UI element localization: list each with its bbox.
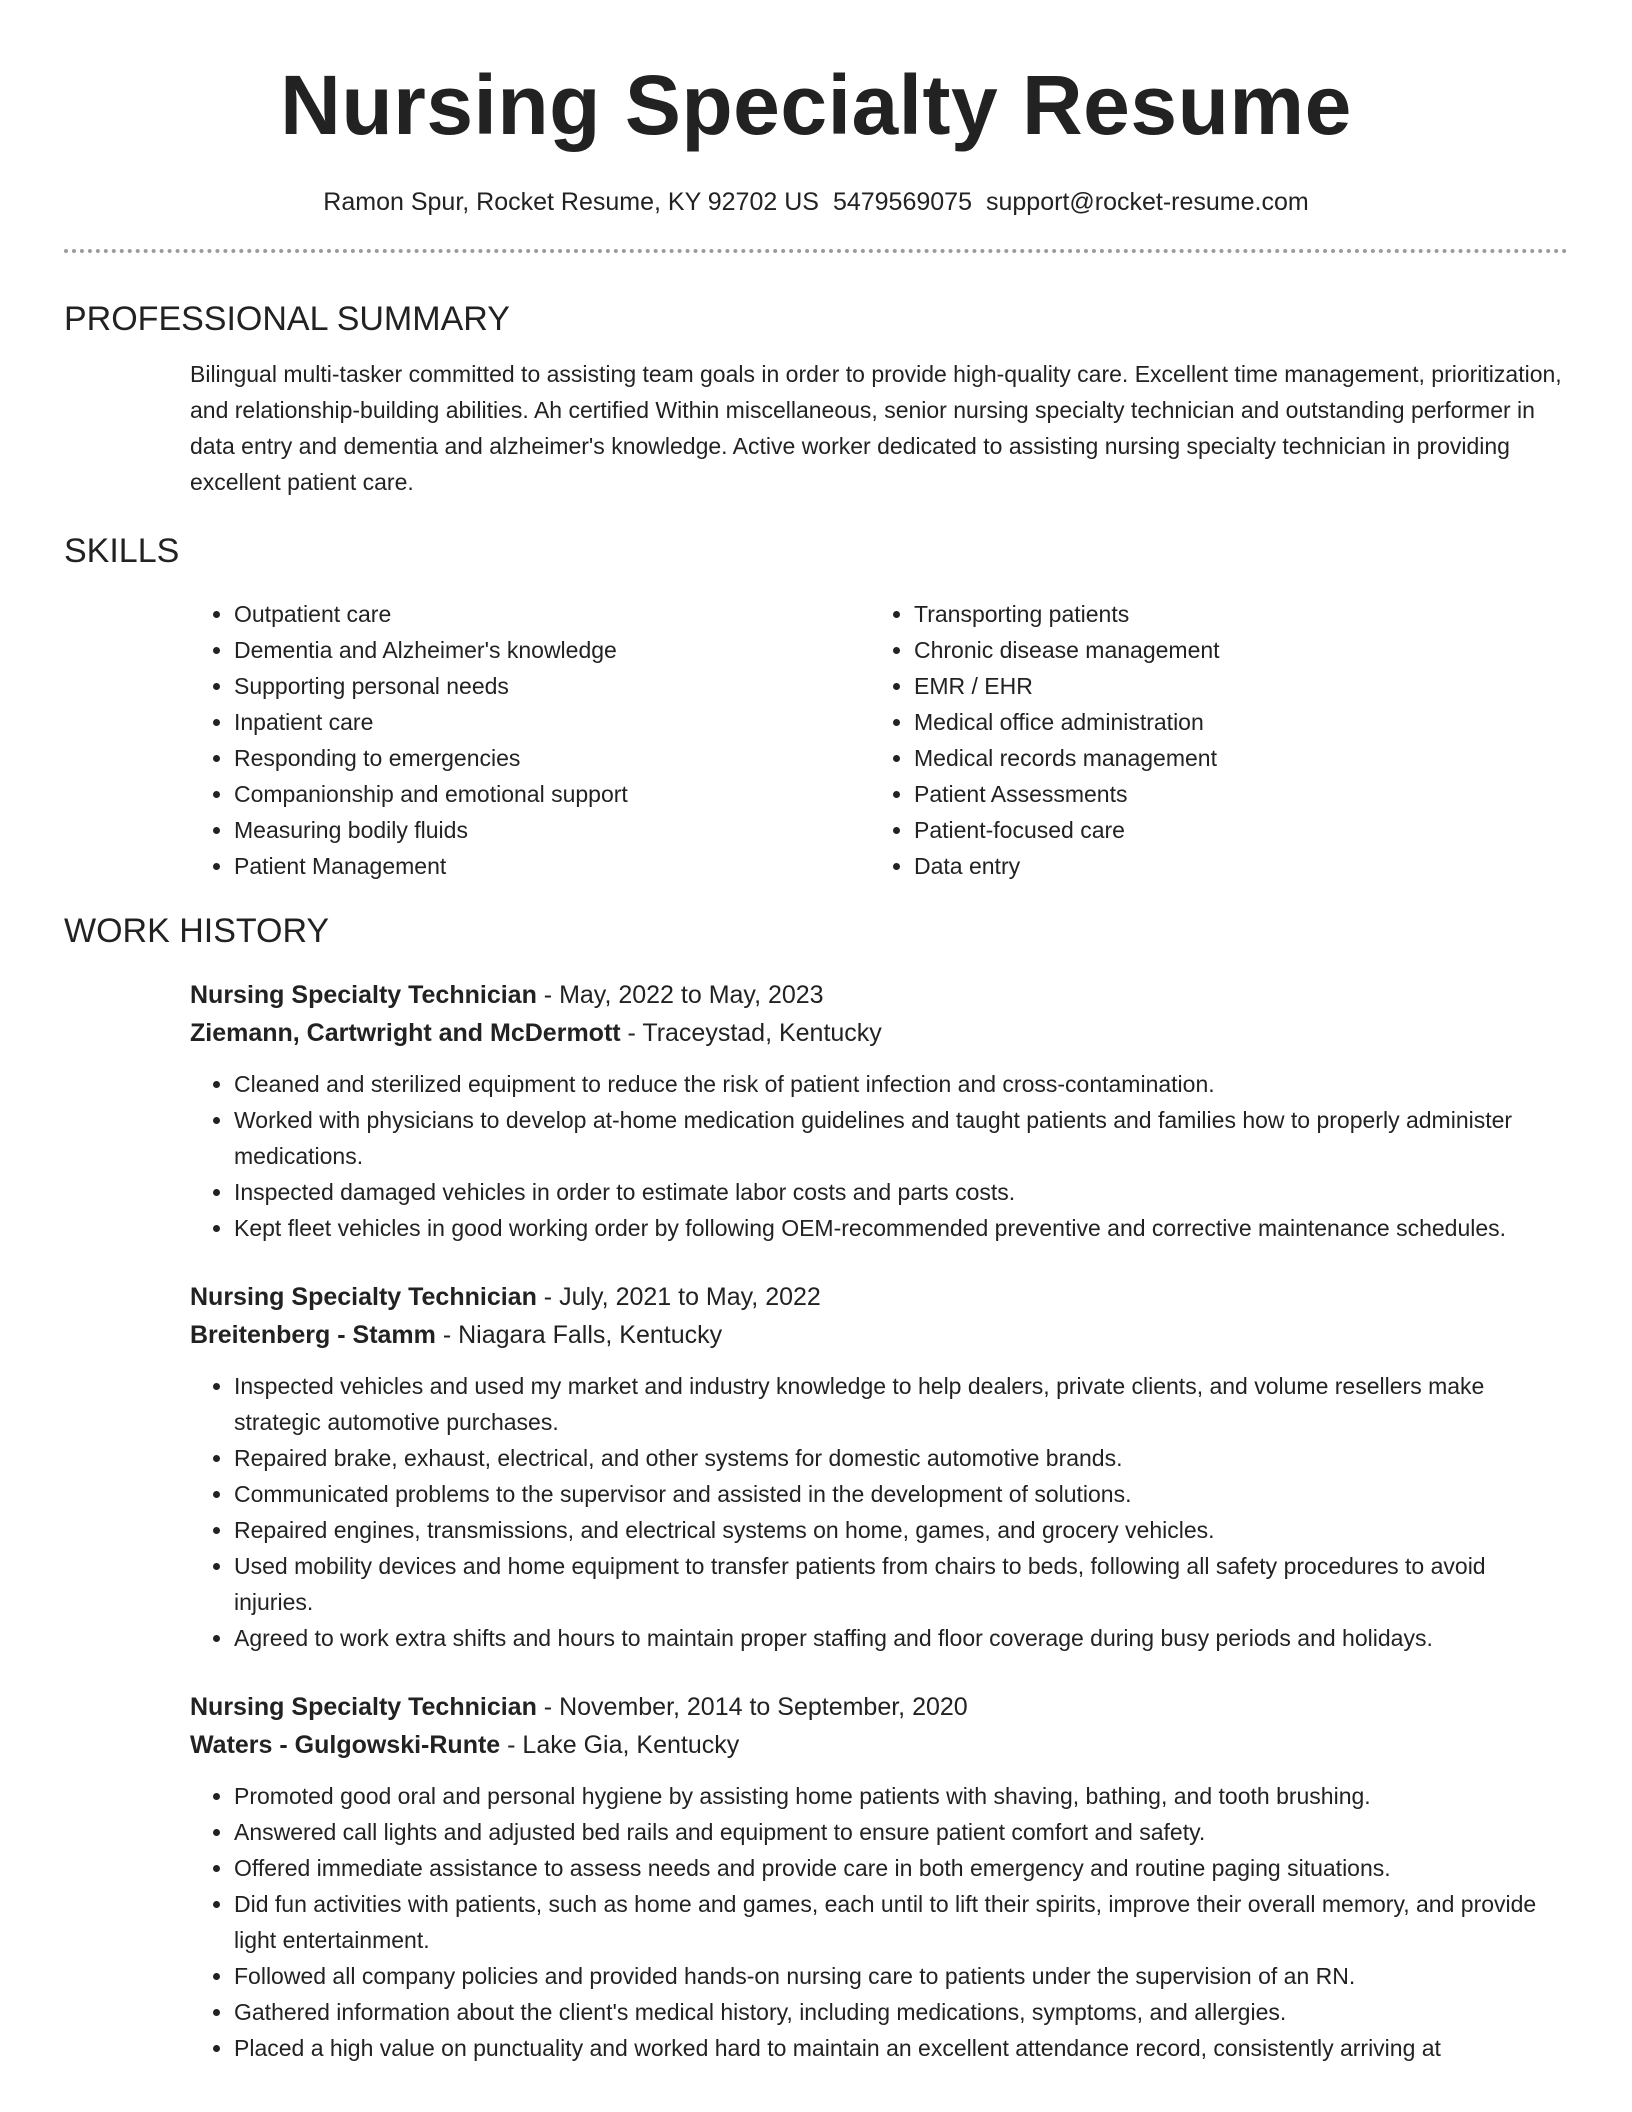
skills-heading: SKILLS: [64, 532, 180, 570]
skill-item: • Chronic disease management: [914, 632, 1220, 668]
skill-item: • Medical office administration: [914, 704, 1220, 740]
job-bullet: • Followed all company policies and provided hands-on nursing care to patients under the supervision of an RN.: [234, 1958, 1568, 1994]
summary-text: Bilingual multi-tasker committed to assisting team goals in order to provide high-quality care. Excellent time management, prioritization, and relationship-building abilities. Ah certified Within miscellaneous, senior nursing specialty technician and outstanding performer in data entry and dementia and alzheimer's knowledge. Active worker dedicated to assisting nursing specialty technician in providing excellent patient care.: [190, 361, 1562, 495]
summary-heading: PROFESSIONAL SUMMARY: [64, 300, 510, 338]
job-bullet: • Used mobility devices and home equipment to transfer patients from chairs to beds, following all safety procedures to avoid injuries.: [234, 1548, 1568, 1620]
job-bullet: • Agreed to work extra shifts and hours to maintain proper staffing and floor coverage during busy periods and holidays.: [234, 1620, 1568, 1656]
job-role: Nursing Specialty Technician: [190, 1693, 537, 1721]
job-bullet: • Repaired engines, transmissions, and electrical systems on home, games, and grocery vehicles.: [234, 1512, 1568, 1548]
skill-item: • Outpatient care: [234, 596, 870, 632]
contact-line: [64, 187, 1568, 217]
contact-email: support@rocket-resume.com: [985, 188, 1309, 216]
job-role-line: [190, 976, 1568, 1014]
skill-item: • Supporting personal needs: [234, 668, 870, 704]
job-dates: - May, 2022 to May, 2023: [536, 981, 824, 1009]
job-bullet: • Placed a high value on punctuality and worked hard to maintain an excellent attendance record, consistently arriving at: [234, 2030, 1568, 2066]
job-bullets: [190, 1066, 1568, 1246]
job-dates: - July, 2021 to May, 2022: [536, 1283, 821, 1311]
job-bullet: • Answered call lights and adjusted bed rails and equipment to ensure patient comfort and safety.: [234, 1814, 1568, 1850]
job-location: - Traceystad, Kentucky: [620, 1019, 882, 1047]
skills-column-right: [870, 596, 1220, 884]
skill-item: • Patient Assessments: [914, 776, 1220, 812]
header-divider: [64, 249, 1568, 253]
contact-address: Ramon Spur, Rocket Resume, KY 92702 US: [323, 188, 819, 216]
job-location: - Niagara Falls, Kentucky: [435, 1321, 723, 1349]
job-bullet: • Kept fleet vehicles in good working order by following OEM-recommended preventive and corrective maintenance schedules.: [234, 1210, 1568, 1246]
skill-item: • Companionship and emotional support: [234, 776, 870, 812]
job-bullet: • Inspected vehicles and used my market and industry knowledge to help dealers, private clients, and volume resellers make strategic automotive purchases.: [234, 1368, 1568, 1440]
job-bullet: • Promoted good oral and personal hygiene by assisting home patients with shaving, bathing, and tooth brushing.: [234, 1778, 1568, 1814]
skill-item: • Patient-focused care: [914, 812, 1220, 848]
job-role: Nursing Specialty Technician: [190, 981, 537, 1009]
job-bullet: • Inspected damaged vehicles in order to estimate labor costs and parts costs.: [234, 1174, 1568, 1210]
resume-title: Nursing Specialty Resume: [280, 58, 1352, 152]
job-company: Breitenberg - Stamm: [190, 1321, 436, 1349]
skill-item: • Medical records management: [914, 740, 1220, 776]
job-entry: [190, 976, 1568, 1246]
job-bullet: • Did fun activities with patients, such as home and games, each until to lift their spirits, improve their overall memory, and provide light entertainment.: [234, 1886, 1568, 1958]
job-entry: [190, 1278, 1568, 1656]
job-company: Waters - Gulgowski-Runte: [190, 1731, 501, 1759]
job-bullets: [190, 1368, 1568, 1656]
job-bullet: • Repaired brake, exhaust, electrical, and other systems for domestic automotive brands.: [234, 1440, 1568, 1476]
job-role-line: [190, 1688, 1568, 1726]
job-company-line: [190, 1014, 1568, 1052]
job-bullets: [190, 1778, 1568, 2066]
job-dates: - November, 2014 to September, 2020: [536, 1693, 968, 1721]
job-company-line: [190, 1316, 1568, 1354]
skill-item: • EMR / EHR: [914, 668, 1220, 704]
skill-item: • Responding to emergencies: [234, 740, 870, 776]
job-role-line: [190, 1278, 1568, 1316]
contact-phone: 5479569075: [832, 188, 972, 216]
job-bullet: • Offered immediate assistance to assess needs and provide care in both emergency and routine paging situations.: [234, 1850, 1568, 1886]
job-company-line: [190, 1726, 1568, 1764]
skills-column-left: [190, 596, 870, 884]
job-bullet: • Communicated problems to the supervisor and assisted in the development of solutions.: [234, 1476, 1568, 1512]
job-bullet: • Gathered information about the client's medical history, including medications, symptoms, and allergies.: [234, 1994, 1568, 2030]
skill-item: • Data entry: [914, 848, 1220, 884]
skill-item: • Measuring bodily fluids: [234, 812, 870, 848]
skill-item: • Dementia and Alzheimer's knowledge: [234, 632, 870, 668]
job-company: Ziemann, Cartwright and McDermott: [190, 1019, 621, 1047]
job-bullet: • Cleaned and sterilized equipment to reduce the risk of patient infection and cross-contamination.: [234, 1066, 1568, 1102]
skill-item: • Transporting patients: [914, 596, 1220, 632]
skills-list: [190, 596, 1568, 884]
resume-page: [64, 0, 1568, 2112]
work-history-heading: WORK HISTORY: [64, 912, 330, 950]
skill-item: • Inpatient care: [234, 704, 870, 740]
job-role: Nursing Specialty Technician: [190, 1283, 537, 1311]
skill-item: • Patient Management: [234, 848, 870, 884]
job-bullet: • Worked with physicians to develop at-home medication guidelines and taught patients and families how to properly administer medications.: [234, 1102, 1568, 1174]
job-location: - Lake Gia, Kentucky: [500, 1731, 740, 1759]
job-entry: [190, 1688, 1568, 2066]
